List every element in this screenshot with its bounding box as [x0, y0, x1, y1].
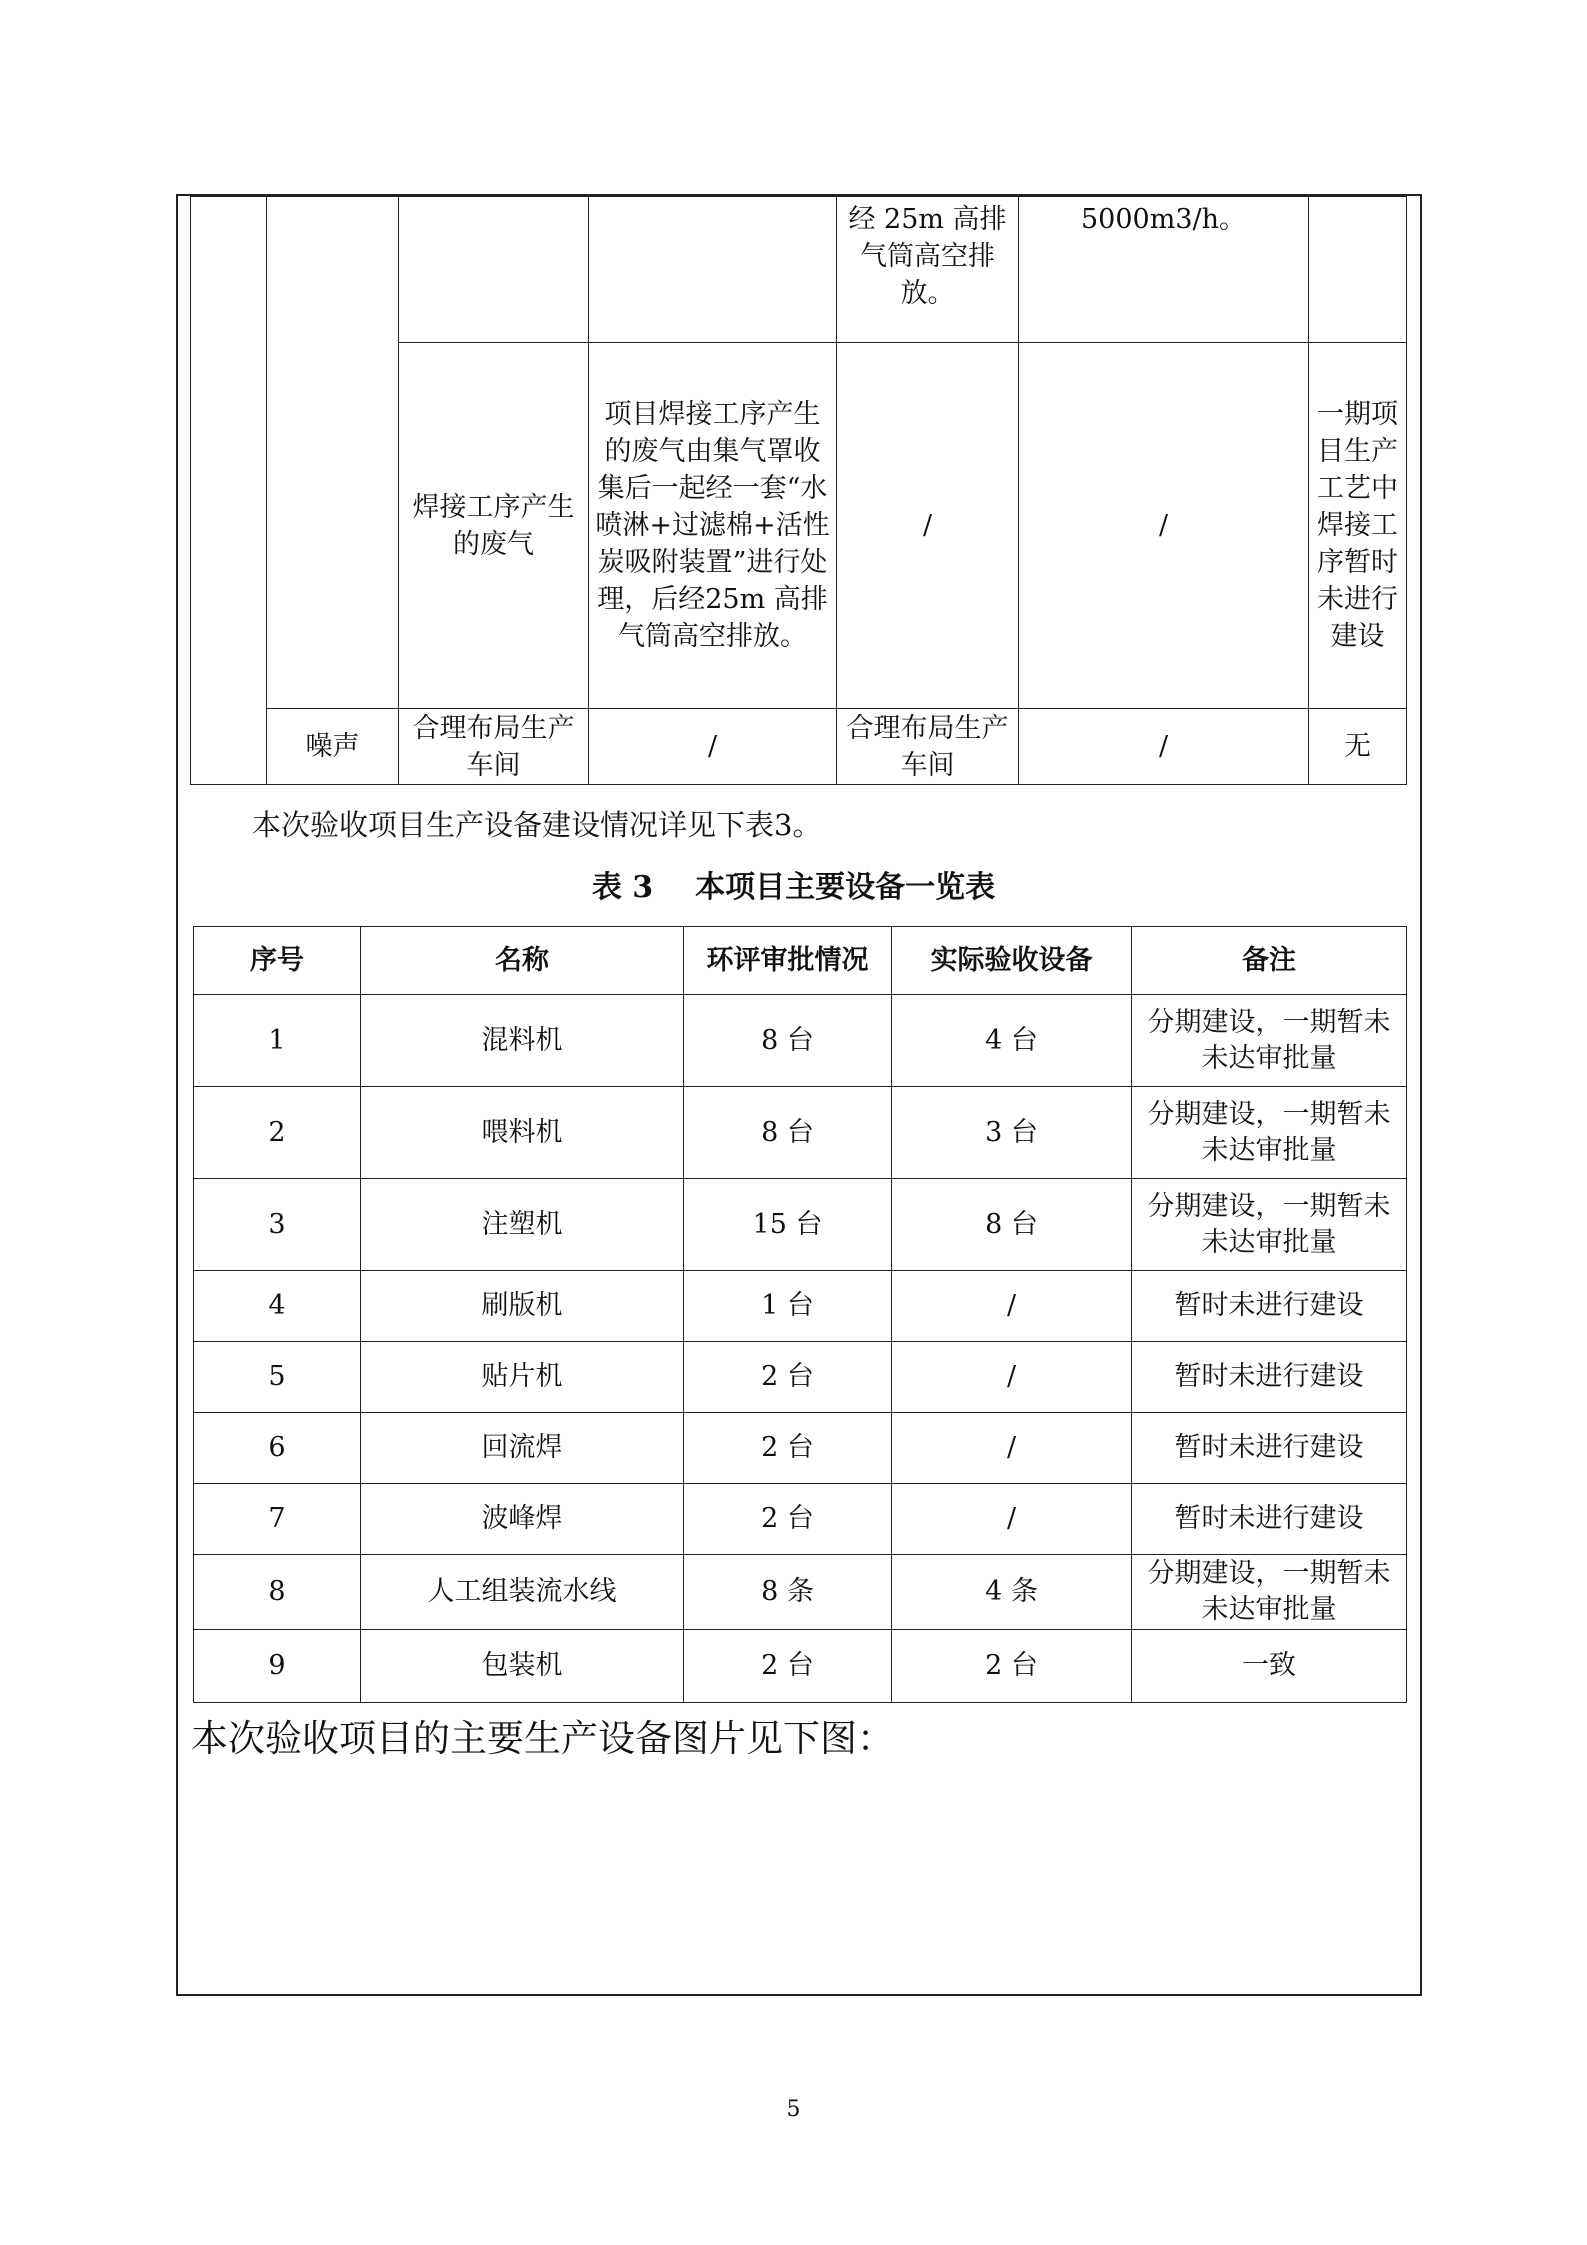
caption-title: 本项目主要设备一览表 [695, 870, 996, 905]
table-row: 7 波峰焊 2 台 / 暂时未进行建设 [194, 1484, 1407, 1555]
equipment-table [193, 926, 1407, 1703]
table-row: 3 注塑机 15 台 8 台 分期建设，一期暂未未达审批量 [194, 1179, 1407, 1271]
cell-noise: 噪声 [267, 709, 399, 785]
header-name: 名称 [361, 927, 684, 995]
cell-noise-c5: 合理布局生产车间 [837, 709, 1019, 785]
figure-intro-paragraph: 本次验收项目的主要生产设备图片见下图： [191, 1717, 894, 1760]
caption-number: 表 3 [591, 870, 654, 905]
cell-welding-gas: 焊接工序产生的废气 [399, 343, 589, 709]
cell-noise-note: 无 [1309, 709, 1407, 785]
header-approved: 环评审批情况 [684, 927, 892, 995]
cell-exhaust-desc: 经 25m 高排气筒高空排放。 [837, 197, 1019, 343]
cell-noise-c4: / [589, 709, 837, 785]
intro-paragraph: 本次验收项目生产设备建设情况详见下表3。 [252, 808, 822, 842]
cell-welding-note: 一期项目生产工艺中焊接工序暂时未进行建设 [1309, 343, 1407, 709]
cell-noise-measure: 合理布局生产车间 [399, 709, 589, 785]
table-row: 9 包装机 2 台 2 台 一致 [194, 1630, 1407, 1703]
table-row: 4 刷版机 1 台 / 暂时未进行建设 [194, 1271, 1407, 1342]
header-note: 备注 [1132, 927, 1407, 995]
table-row: 6 回流焊 2 台 / 暂时未进行建设 [194, 1413, 1407, 1484]
table-row [191, 197, 1407, 343]
cell-noise-c6: / [1019, 709, 1309, 785]
table-row: 8 人工组装流水线 8 条 4 条 分期建设，一期暂未未达审批量 [194, 1555, 1407, 1630]
table-caption [0, 862, 1587, 906]
table-row: 2 喂料机 8 台 3 台 分期建设，一期暂未未达审批量 [194, 1087, 1407, 1179]
cell-airflow: 5000m3/h。 [1019, 197, 1309, 343]
table-row: 1 混料机 8 台 4 台 分期建设，一期暂未未达审批量 [194, 995, 1407, 1087]
cell-welding-c5: / [837, 343, 1019, 709]
header-index: 序号 [194, 927, 361, 995]
header-actual: 实际验收设备 [892, 927, 1132, 995]
table-header-row [194, 927, 1407, 995]
page-number: 5 [786, 2097, 801, 2122]
cell-welding-treatment: 项目焊接工序产生的废气由集气罩收集后一起经一套“水喷淋+过滤棉+活性炭吸附装置”进行处理，后经25m 高排气筒高空排放。 [589, 343, 837, 709]
pollution-control-table [190, 196, 1407, 785]
table-row: 5 贴片机 2 台 / 暂时未进行建设 [194, 1342, 1407, 1413]
table-row [191, 709, 1407, 785]
cell-welding-c6: / [1019, 343, 1309, 709]
